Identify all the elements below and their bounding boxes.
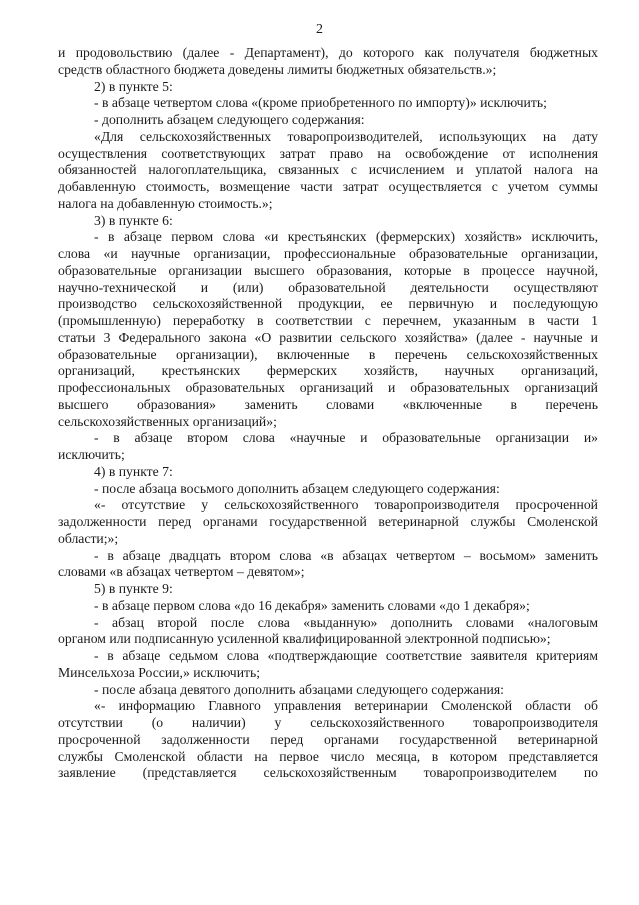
text-line: организаций, крестьянских фермерских хозяйств, научных организаций, — [58, 363, 598, 379]
text-line: сельскохозяйственных организаций»; — [58, 413, 277, 429]
text-line: - в абзаце двадцать втором слова «в абзацах четвертом – восьмом» заменить — [94, 547, 598, 563]
text-line: 3) в пункте 6: — [94, 212, 173, 228]
text-line: исключить; — [58, 447, 125, 462]
text-line: отсутствии (о наличии) у сельскохозяйственного товаропроизводителя — [58, 715, 598, 730]
text-line: - в абзаце седьмом слова «подтверждающие соответствие заявителя критериям — [94, 648, 598, 663]
text-line: просроченной задолженности перед органами государственной ветеринарной — [58, 731, 598, 747]
text-line: - дополнить абзацем следующего содержания: — [94, 112, 365, 127]
text-line: высшего образования» заменить словами «включенные в перечень — [58, 396, 598, 412]
text-line: - в абзаце четвертом слова «(кроме приобретенного по импорту)» исключить; — [94, 95, 547, 111]
text-line: словами «в абзацах четвертом – девятом»; — [58, 564, 305, 580]
text-line: и продовольствию (далее - Департамент), до которого как получателя бюджетных — [58, 45, 598, 60]
text-line: Минсельхоза России,» исключить; — [58, 664, 261, 680]
text-line: образовательные организации), включенные в перечень сельскохозяйственных — [58, 346, 598, 362]
text-line: - абзац второй после слова «выданную» дополнить словами «налоговым — [94, 614, 598, 630]
text-line: 5) в пункте 9: — [94, 581, 173, 596]
text-line: средств областного бюджета доведены лимиты бюджетных обязательств.»; — [58, 61, 497, 77]
text-line: профессиональных образовательных организаций и образовательных организаций — [58, 380, 598, 395]
text-line: «- информацию Главного управления ветеринарии Смоленской области об — [94, 698, 598, 714]
text-line: осуществления соответствующих затрат право на освобождение от исполнения — [58, 145, 598, 161]
text-line: научно-технической и (или) образовательной деятельности осуществляют — [58, 279, 598, 295]
text-line: образовательные организации высшего образования, которые в процессе научной, — [58, 262, 598, 278]
text-line: области;»; — [58, 530, 119, 546]
text-line: - в абзаце первом слова «и крестьянских (фермерских) хозяйств» исключить, — [94, 229, 598, 245]
text-line: службы Смоленской области на первое число месяца, в котором представляется — [58, 748, 598, 764]
text-line: (промышленную) переработку в соответствии с перечнем, указанным в части 1 — [58, 313, 598, 328]
text-line: 4) в пункте 7: — [94, 463, 173, 479]
text-line: заявление (представляется сельскохозяйственным товаропроизводителем по — [58, 765, 598, 781]
text-line: - в абзаце первом слова «до 16 декабря» заменить словами «до 1 декабря»; — [94, 597, 530, 613]
text-line: налога на добавленную стоимость.»; — [58, 195, 273, 211]
text-line: - после абзаца девятого дополнить абзацами следующего содержания: — [94, 681, 504, 697]
text-line: слова «и научные организации, профессиональные образовательные организации, — [58, 246, 598, 261]
document-body — [58, 45, 598, 782]
text-line: органом или подписанную усиленной квалифицированной электронной подписью»; — [58, 631, 551, 647]
text-line: - после абзаца восьмого дополнить абзацем следующего содержания: — [94, 480, 500, 496]
text-line: «Для сельскохозяйственных товаропроизводителей, использующих на дату — [94, 128, 598, 144]
text-line: статьи 3 Федерального закона «О развитии сельского хозяйства» (далее - научные и — [58, 329, 598, 345]
text-line: обязанностей налогоплательщика, связанных с исчислением и уплатой налога на — [58, 162, 598, 178]
text-line: добавленную стоимость, возмещение части затрат осуществляется с учетом суммы — [58, 179, 598, 194]
text-line: - в абзаце втором слова «научные и образовательные организации и» — [94, 430, 598, 446]
text-line: «- отсутствие у сельскохозяйственного товаропроизводителя просроченной — [94, 497, 598, 513]
text-line: задолженности перед органами государственной ветеринарной службы Смоленской — [58, 514, 598, 529]
text-line: 2) в пункте 5: — [94, 78, 173, 94]
text-line: производство сельскохозяйственной продукции, ее первичную и последующую — [58, 296, 598, 312]
page-number: 2 — [316, 22, 323, 37]
